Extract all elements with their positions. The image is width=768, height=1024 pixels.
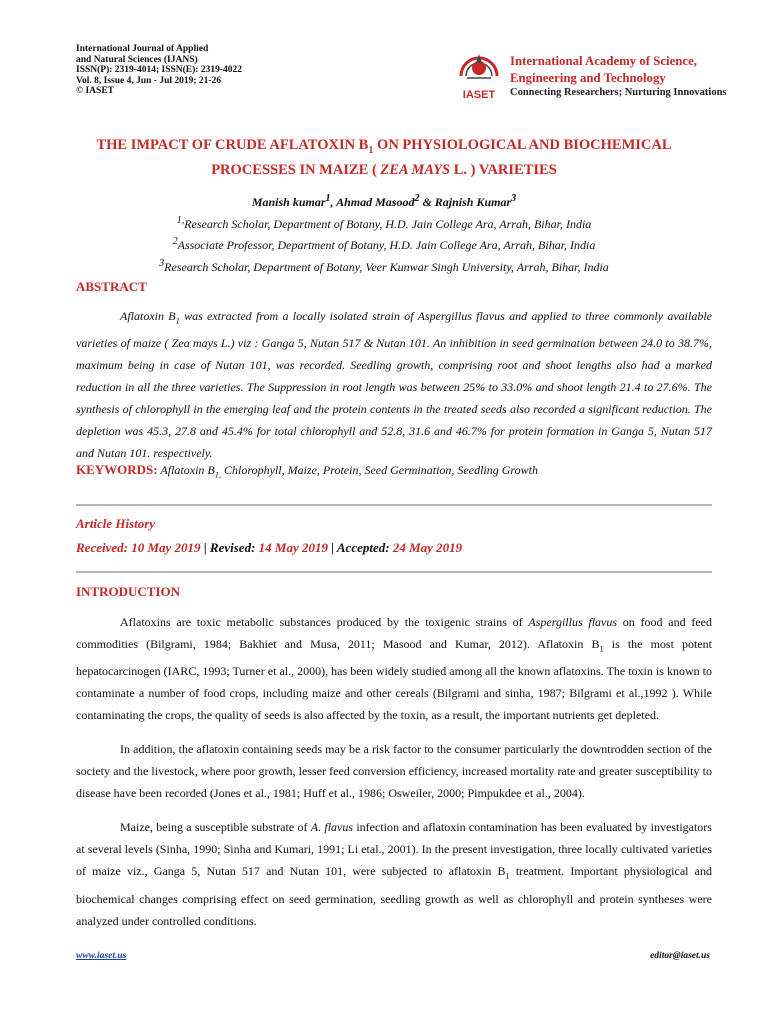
abstract-body — [76, 305, 712, 464]
keyword-text: Aflatoxin B — [157, 463, 215, 477]
received-label: Received: — [76, 540, 132, 555]
intro-species: Aspergillus flavus — [528, 615, 618, 629]
affiliation-2 — [0, 236, 768, 253]
introduction-body — [76, 611, 712, 944]
abstract-paragraph — [76, 305, 712, 464]
logo-name-line1: International Academy of Science, — [510, 54, 697, 68]
website-link[interactable]: www.iaset.us — [76, 951, 127, 961]
introduction-heading: INTRODUCTION — [76, 584, 181, 599]
author-name: Manish kumar — [251, 195, 326, 209]
author-affil-mark: 2 — [414, 193, 420, 204]
paper-title-line1 — [60, 137, 708, 156]
intro-paragraph-2: In addition, the aflatoxin containing seeds may be a risk factor to the consumer particularly the downtrodden section of the society and the livestock, where poor growth, lesser feed conversion efficiency, increased mortality rate and greater susceptibility to disease have been recorded (Jones et al., 1981; Huff et al., 1986; Osweiler, 2000; Pimpukdee et al., 2004). — [76, 742, 712, 801]
intro-subscript: 1 — [599, 644, 604, 654]
intro-text: Aflatoxins are toxic metabolic substances produced by the toxigenic strains of — [120, 615, 529, 629]
publisher-logo — [455, 46, 755, 106]
editor-email: editor@iaset.us — [650, 951, 710, 961]
revised-label: | Revised: — [200, 540, 259, 555]
journal-info — [76, 44, 242, 97]
author-affil-mark: 1 — [325, 193, 331, 204]
author-name: & Rajnish Kumar — [419, 195, 512, 209]
intro-text: infection and aflatoxin contamination has been evaluated by investigators at several levels (Sinha, 1990; Sinha and Kumari, 1991; Li etal., 2001). In the present investigation, three locally cultivated varieties of maize viz., Ganga 5, Nutan 517 and Nutan 101, were subjected to aflatoxin B — [76, 820, 712, 879]
abstract-text: was extracted from a locally isolated strain of Aspergillus flavus and applied to three commonly available varieties of maize ( Zea mays L.) viz : Ganga 5, Nutan 517 & Nutan 101. An inhibition in seed germination between 24.0 to 38.7%, maximum being in case of Nutan 101, was recorded. Seedling growth, comprising root and shoot lengths also had a marked reduction in all the three varieties. The Suppression in root length was between 25% to 33.0% and shoot length 21.4 to 27.6%. The synthesis of chlorophyll in the emerging leaf and the protein contents in the treated seeds also recorded a significant reduction. The depletion was 45.3, 27.8 and 45.4% for total chlorophyll and 52.8, 31.6 and 46.7% for protein formation in Ganga 5, Nutan 517 and Nutan 101. respectively. — [76, 309, 712, 461]
intro-paragraph-3 — [76, 816, 712, 931]
abstract-text: Aflatoxin B — [120, 309, 176, 323]
title-text: PROCESSES IN MAIZE ( — [211, 162, 381, 178]
keywords — [76, 462, 538, 479]
affiliation-1 — [0, 215, 768, 232]
keyword-subscript: 1, — [214, 470, 222, 480]
author-list — [0, 193, 768, 210]
article-history-title: Article History — [76, 516, 156, 531]
paper-title-line2 — [60, 162, 708, 179]
affil-mark: 2 — [172, 236, 178, 247]
intro-text: Maize, being a susceptible substrate of — [120, 820, 311, 835]
intro-text: is the most potent hepatocarcinogen (IARC, 1993; Turner et al., 2000), has been widely studied among all the known aflatoxins. The toxin is known to contaminate a number of food crops, including maize and other cereals (Bilgrami and sinha, 1987; Bilgrami et al.,1992 ). While contaminating the crops, the quality of seeds is also affected by the toxin, as a result, the important nutrients get depleted. — [76, 637, 712, 723]
divider — [76, 504, 712, 506]
revised-date: 14 May 2019 — [258, 540, 328, 555]
logo-tagline: Connecting Researchers; Nurturing Innovations — [510, 87, 727, 98]
title-text: THE IMPACT OF CRUDE AFLATOXIN B — [96, 137, 369, 153]
divider — [76, 571, 712, 573]
affil-mark: 3 — [159, 258, 165, 269]
title-subscript: 1 — [368, 144, 374, 156]
journal-name-line1: International Journal of Applied — [76, 44, 209, 54]
affil-text: Associate Professor, Department of Botany, H.D. Jain College Ara, Arrah, Bihar, India — [177, 238, 596, 252]
intro-text: treatment. Important physiological and biochemical changes comprising effect on seed germination, seedling growth as well as chlorophyll and protein syntheses were analyzed under controlled conditions. — [76, 864, 712, 928]
abstract-heading: ABSTRACT — [76, 279, 147, 294]
intro-text: on food and feed commodities (Bilgrami, 1984; Bakhiet and Musa, 2011; Masood and Kumar, 2012). Aflatoxin B — [76, 615, 712, 651]
journal-volume: Vol. 8, Issue 4, Jun - Jul 2019; 21-26 — [76, 75, 222, 86]
affil-text: Research Scholar, Department of Botany, Veer Kunwar Singh University, Arrah, Bihar, India — [164, 260, 609, 274]
article-history-dates — [76, 540, 462, 556]
keywords-text — [157, 463, 538, 480]
logo-name — [510, 53, 697, 87]
intro-subscript: 1 — [505, 871, 510, 881]
intro-paragraph-1 — [76, 611, 712, 726]
journal-copyright: © IASET — [76, 86, 114, 96]
keyword-text: Chlorophyll, Maize, Protein, Seed Germination, Seedling Growth — [221, 463, 538, 477]
author-name: , Ahmad Masood — [330, 195, 415, 209]
title-text: L. ) VARIETIES — [450, 162, 557, 178]
title-species: ZEA MAYS — [380, 162, 451, 178]
affil-text: Research Scholar, Department of Botany, H.D. Jain College Ara, Arrah, Bihar, India — [184, 217, 592, 231]
affil-mark: 1, — [176, 215, 185, 226]
journal-name-line2: and Natural Sciences (IJANS) — [76, 54, 198, 65]
author-affil-mark: 3 — [511, 193, 517, 204]
affiliation-3 — [0, 258, 768, 275]
title-text: ON PHYSIOLOGICAL AND BIOCHEMICAL — [373, 137, 672, 153]
journal-issn: ISSN(P): 2319-4014; ISSN(E): 2319-4022 — [76, 65, 242, 75]
logo-acronym: IASET — [462, 89, 496, 101]
accepted-date: 24 May 2019 — [392, 540, 463, 555]
abstract-subscript: 1 — [175, 316, 180, 326]
accepted-label: | Accepted: — [328, 540, 393, 555]
keywords-label: KEYWORDS: — [76, 462, 158, 477]
logo-name-line2: Engineering and Technology — [510, 71, 666, 85]
intro-species: A. flavus — [310, 820, 354, 835]
received-date: 10 May 2019 — [131, 540, 201, 555]
